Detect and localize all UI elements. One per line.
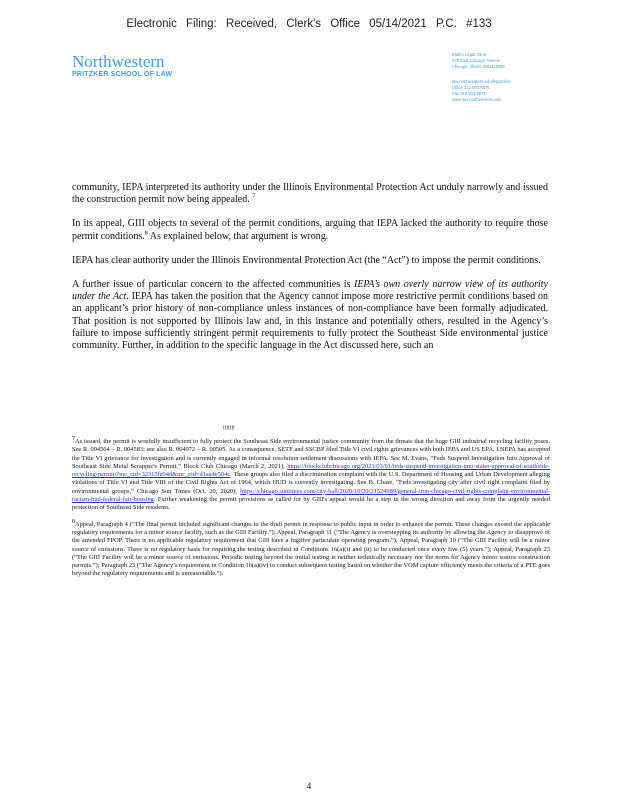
- blockclub-link[interactable]: https://blockclubchicago.org/2021/03/01/feds-suspend-investigation-into-states-approval-of-southside-recycling-permit/?mc_cid=32315fe04d&mc_eid=d1aa4e504c: [72, 462, 550, 479]
- filing-header: Electronic Filing: Received, Clerk's Office 05/14/2021 P.C. #133: [126, 18, 492, 30]
- contact-line-8: www.law.northwestern.edu: [452, 97, 502, 102]
- suntimes-link[interactable]: https://chicago.suntimes.com/city-hall/2020/10/20/21524989/general-iron-chicago-civil-rights-complaint-environmental-racism-hud-federal-fair-housing: [72, 487, 550, 504]
- contact-line-2: 375 East Chicago Avenue: [452, 58, 501, 63]
- letter-body: [72, 182, 548, 364]
- contact-line-3: Chicago, Illinois 60611-3069: [452, 64, 505, 69]
- contact-line-1: Bluhm Legal Clinic: [452, 52, 487, 57]
- page-number: 4: [306, 781, 312, 791]
- paragraph-2: In its appeal, GIII objects to several of the permit conditions, arguing that IEPA lacked the authority to require those permit conditions.$^8$ As explained below, that argument is wrong.: [72, 218, 548, 242]
- contact-line-7: Fax 312.503.8977: [452, 91, 486, 96]
- footnotes: [72, 435, 550, 587]
- paragraph-1: community, IEPA interpreted its authority under the Illinois Environmental Protection Act unduly narrowly and issued the construction permit now being appealed. $^7$: [72, 182, 548, 206]
- footnote-7: $^7$As issued, the permit is woefully insufficient to fully protect the Southeast Side environmental justice community from the threats that the huge GIII industrial recycling facility poses. See R. 004564 – R. 004583; see also R. 004972 – R. 00505. As a consequence, SETF and SSCBP filed Title VI civil rights grievances with both IEPA and US EPA. USEPA has accepted the Title VI grievance for investigation and is currently engaged in informal resolution settlement discussions with IEPA. See M. Evans, “Feds Suspend Investigation Into Approval of Southeast Side Metal Scrapper's Permit,” Block Club Chicago (March 2, 2021), https://blockclubchicago.org/2021/03/01/feds-suspend-investigation-into-states-approval-of-southside-recycling-permit/?mc_cid=32315fe04d&mc_eid=d1aa4e504c. These groups also filed a discrimination complaint with the U.S. Department of Housing and Urban Development alleging violations of Title VI and Title VIII of the Civil Rights Act of 1964, which HUD is currently investigating. See B. Chase, “Feds investigating city after civil right complaint filed by environmental groups,” Chicago Sun Times (Oct. 20, 2020), https://chicago.suntimes.com/city-hall/2020/10/20/21524989/general-iron-chicago-civil-rights-complaint-environmental-racism-hud-federal-fair-housing. Further weakening the permit provisions as called for by GIII's appeal would be a step in the wrong direction and away from the urgently needed protection of Southeast Side residents.: [72, 435, 550, 512]
- school-name: PRITZKER SCHOOL OF LAW: [72, 71, 173, 78]
- italic-phrase: IEPA’s own overly narrow view of its authority under the Act: [72, 279, 548, 303]
- footnote-ref-7[interactable]: 7: [252, 193, 256, 200]
- contact-line-5: law.northwestern.edu/legalclinic: [452, 79, 511, 84]
- paragraph-4: A further issue of particular concern to the affected communities is IEPA’s own overly narrow view of its authority under the Act. IEPA has taken the position that the Agency cannot impose more restrictive permit conditions based on an applicant’s prior history of non-compliance unless instances of non-compliance have been formally adjudicated. That position is not supported by Illinois law and, in this instance and potentially others, resulted in the Agency’s failure to impose sufficiently stringent permit requirements to fully protect the Southeast Side environmental justice community. Further, in addition to the specific language in the Act discussed here, such an: [72, 279, 548, 352]
- footnote-8: $^8$Appeal, Paragraph 4 (“The final permit included significant changes to the draft permit in response to public input in order to enhance the permit. These changes exceed the applicable regulatory requirements for a minor source facility, such as the GIII Facility.”); Appeal, Paragraph 11 (“The Agency is overstepping its authority by allowing the Agency to disapprove of the amended FPOP. There is no applicable regulatory requirement that GIII have a fugitive particulate operating program.”); Appeal, Paragraph 19 (“The GIII Facility will be a minor source of emissions. There is no regulatory basis for requiring the testing described in Conditions 16(a)(i) and (ii) to be conducted once every five (5) years.”); Appeal, Paragraph 23 (“The GIII Facility will be a minor source of emissions. Periodic testing beyond the initial testing is neither technically necessary nor the norm for Agency minor source construction permits.”); Paragraph 23 (“The Agency’s requirement in Condition 16(a)(iv) to conduct subsequent testing based on whether the VOM capture efficiency meets the criteria of a PTE goes beyond the regulatory requirements and is unreasonable.”).: [72, 518, 550, 578]
- contact-line-6: Office 312.503.8576: [452, 85, 490, 90]
- paragraph-3: IEPA has clear authority under the Illinois Environmental Protection Act (the “Act”) to impose the permit conditions.: [72, 254, 541, 266]
- footnote-ref-8[interactable]: 8: [144, 230, 148, 237]
- footnote-divider: !!!!!!!: [223, 426, 235, 432]
- northwestern-logo: Northwestern: [72, 52, 165, 71]
